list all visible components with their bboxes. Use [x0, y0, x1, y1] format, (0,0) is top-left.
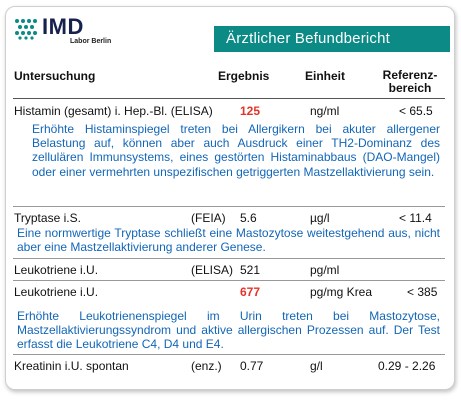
row-tryptase-value: 5.6 [240, 211, 257, 225]
row-leukotriene-value: 521 [240, 263, 261, 277]
row-leukotriene-unit: pg/ml [310, 263, 340, 277]
row-kreatinin-value: 0.77 [240, 359, 264, 373]
row-leukotriene-name: Leukotriene i.U. [14, 263, 99, 277]
divider [13, 280, 445, 281]
logo-name: IMD [42, 14, 84, 39]
histamin-comment: Erhöhte Histaminspiegel treten bei Allergikern bei akuter allergener Belastung auf, können aber auch Ausdruck einer TH2-Dominanz des zellulären Immunsystems, eines gestörten Histaminabbaus (DAO-Mangel) oder einer vermehrten unspezifischen getriggerten Mastzellaktivierung sein. [32, 122, 440, 179]
logo-dots-icon [14, 18, 40, 40]
divider [13, 206, 445, 207]
header-unit: Einheit [305, 69, 346, 83]
row-histamin-ref: < 65.5 [399, 104, 433, 118]
row-leukotriene-krea-unit: pg/mg Krea [310, 285, 373, 299]
imd-logo [14, 16, 134, 50]
header-reference: Referenz- bereich [382, 68, 438, 95]
divider [13, 258, 445, 259]
row-kreatinin-method: (enz.) [191, 359, 222, 373]
row-tryptase-ref: < 11.4 [399, 211, 432, 225]
row-leukotriene-krea-name: Leukotriene i.U. [14, 285, 99, 299]
header-divider [13, 98, 445, 99]
logo-subtitle: Labor Berlin [70, 38, 112, 45]
row-histamin-unit: ng/ml [310, 104, 340, 118]
tryptase-comment: Eine normwertige Tryptase schließt eine Mastozytose weitestgehend aus, nicht aber eine Mastzellaktivierung anderer Genese. [17, 226, 440, 255]
report-title-banner: Ärztlicher Befundbericht [214, 26, 450, 52]
row-leukotriene-method: (ELISA) [191, 263, 234, 277]
header-test: Untersuchung [14, 69, 96, 83]
row-tryptase-unit: µg/l [310, 211, 330, 225]
header-result: Ergebnis [218, 69, 270, 83]
row-tryptase-name: Tryptase i.S. [14, 211, 81, 225]
row-kreatinin-name: Kreatinin i.U. spontan [14, 359, 129, 373]
leukotriene-comment: Erhöhte Leukotrienenspiegel im Urin treten bei Mastozytose, Mastzellaktivierungssyndrom und aktive allergischen Prozessen auf. Der Test erfasst die Leukotriene C4, D4 und E4. [17, 309, 440, 352]
row-kreatinin-ref: 0.29 - 2.26 [378, 359, 436, 373]
row-leukotriene-krea-value: 677 [240, 285, 261, 299]
row-leukotriene-krea-ref: < 385 [407, 285, 438, 299]
divider [13, 354, 445, 355]
row-histamin-value: 125 [240, 104, 261, 118]
row-tryptase-method: (FEIA) [191, 211, 226, 225]
row-histamin-name: Histamin (gesamt) i. Hep.-Bl. (ELISA) [14, 104, 213, 118]
row-kreatinin-unit: g/l [310, 359, 323, 373]
